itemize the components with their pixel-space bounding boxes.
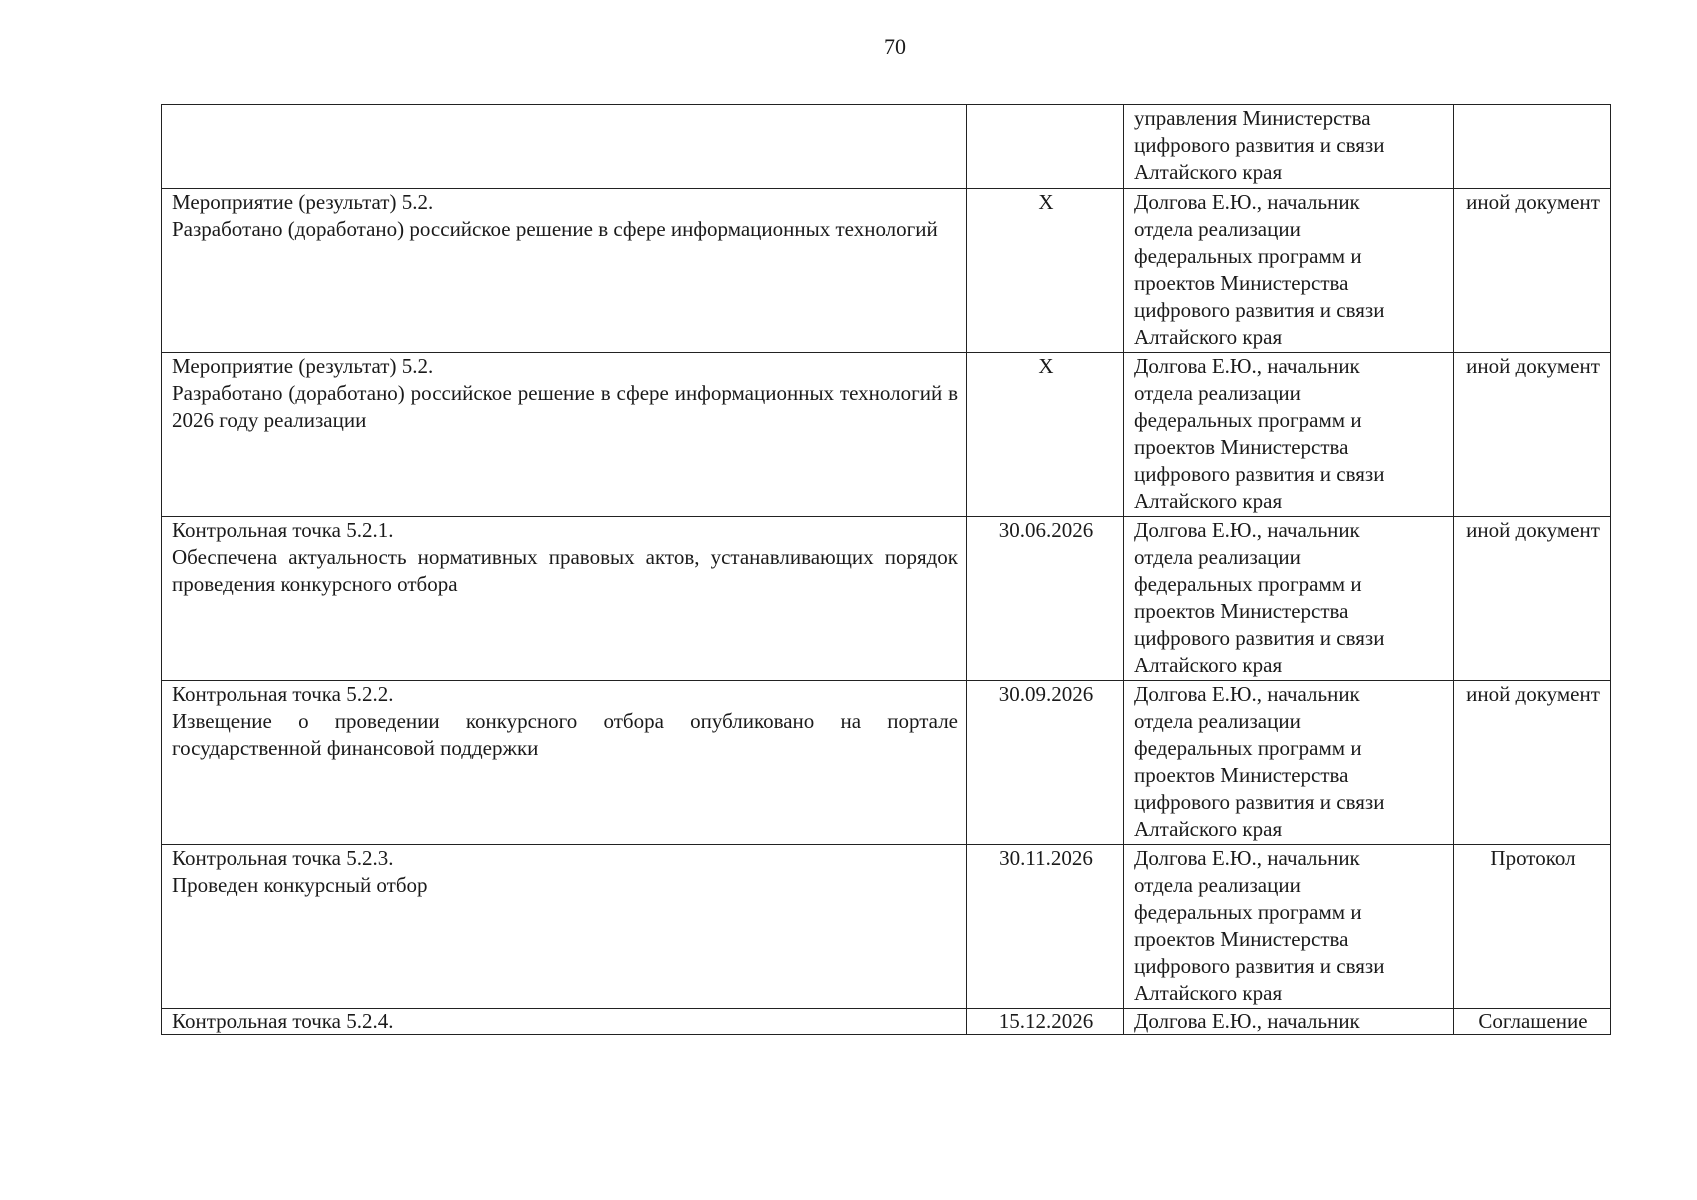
responsible-line: цифрового развития и связи: [1134, 626, 1385, 650]
date-cell: 30.09.2026: [967, 681, 1124, 845]
responsible-line: цифрового развития и связи: [1134, 298, 1385, 322]
plan-table: [161, 104, 1611, 1035]
responsible-line: Алтайского края: [1134, 653, 1283, 677]
responsible-cell: [1124, 105, 1454, 189]
responsible-line: федеральных программ и: [1134, 244, 1362, 268]
measure-description: Разработано (доработано) российское решение в сфере информационных технологий: [172, 217, 938, 241]
responsible-line: проектов Министерства: [1134, 927, 1349, 951]
document-cell: иной документ: [1454, 189, 1611, 353]
table-row: [162, 681, 1611, 845]
measure-description: Проведен конкурсный отбор: [172, 873, 428, 897]
measure-cell: [162, 681, 967, 845]
page-number: 70: [884, 34, 906, 59]
date-cell: 30.06.2026: [967, 517, 1124, 681]
responsible-line: цифрового развития и связи: [1134, 954, 1385, 978]
table-row: [162, 353, 1611, 517]
responsible-line: Алтайского края: [1134, 325, 1283, 349]
date-cell: 30.11.2026: [967, 845, 1124, 1009]
responsible-line: отдела реализации: [1134, 873, 1301, 897]
responsible-line: проектов Министерства: [1134, 599, 1349, 623]
responsible-line: проектов Министерства: [1134, 763, 1349, 787]
responsible-line: проектов Министерства: [1134, 435, 1349, 459]
responsible-line: проектов Министерства: [1134, 271, 1349, 295]
date-cell: X: [967, 189, 1124, 353]
measure-description: Обеспечена актуальность нормативных правовых актов, устанавливающих порядок проведения конкурсного отбора: [172, 545, 958, 596]
responsible-line: отдела реализации: [1134, 545, 1301, 569]
measure-cell: [162, 105, 967, 189]
responsible-cell: [1124, 1009, 1454, 1035]
responsible-line: Долгова Е.Ю., начальник: [1134, 190, 1360, 214]
responsible-line: федеральных программ и: [1134, 408, 1362, 432]
responsible-line: Долгова Е.Ю., начальник: [1134, 846, 1360, 870]
measure-description: Разработано (доработано) российское решение в сфере информационных технологий в 2026 году реализации: [172, 381, 958, 432]
measure-cell: [162, 353, 967, 517]
table-row: [162, 517, 1611, 681]
measure-title: Контрольная точка 5.2.2.: [172, 682, 394, 706]
responsible-cell: [1124, 845, 1454, 1009]
document-cell: иной документ: [1454, 517, 1611, 681]
measure-title: Контрольная точка 5.2.4.: [172, 1009, 394, 1033]
measure-cell: [162, 845, 967, 1009]
responsible-line: Алтайского края: [1134, 981, 1283, 1005]
document-cell: иной документ: [1454, 353, 1611, 517]
responsible-line: цифрового развития и связи: [1134, 133, 1385, 157]
responsible-line: федеральных программ и: [1134, 572, 1362, 596]
responsible-line: Алтайского края: [1134, 160, 1283, 184]
responsible-line: отдела реализации: [1134, 217, 1301, 241]
responsible-line: Долгова Е.Ю., начальник: [1134, 518, 1360, 542]
date-cell: [967, 105, 1124, 189]
document-cell: [1454, 105, 1611, 189]
measure-title: Контрольная точка 5.2.1.: [172, 518, 394, 542]
table-row: [162, 1009, 1611, 1035]
measure-title: Контрольная точка 5.2.3.: [172, 846, 394, 870]
responsible-line: Алтайского края: [1134, 817, 1283, 841]
document-cell: Протокол: [1454, 845, 1611, 1009]
responsible-line: управления Министерства: [1134, 106, 1371, 130]
responsible-line: федеральных программ и: [1134, 900, 1362, 924]
measure-title: Мероприятие (результат) 5.2.: [172, 190, 434, 214]
table-row: [162, 845, 1611, 1009]
responsible-line: Долгова Е.Ю., начальник: [1134, 682, 1360, 706]
date-cell: 15.12.2026: [967, 1009, 1124, 1035]
measure-cell: [162, 189, 967, 353]
responsible-line: Долгова Е.Ю., начальник: [1134, 1009, 1360, 1033]
responsible-line: цифрового развития и связи: [1134, 790, 1385, 814]
responsible-line: Алтайского края: [1134, 489, 1283, 513]
table-row: [162, 189, 1611, 353]
responsible-line: отдела реализации: [1134, 709, 1301, 733]
document-cell: Соглашение: [1454, 1009, 1611, 1035]
responsible-cell: [1124, 517, 1454, 681]
responsible-line: Долгова Е.Ю., начальник: [1134, 354, 1360, 378]
responsible-cell: [1124, 681, 1454, 845]
measure-description: Извещение о проведении конкурсного отбора опубликовано на портале государственной финансовой поддержки: [172, 709, 958, 760]
document-cell: иной документ: [1454, 681, 1611, 845]
responsible-line: отдела реализации: [1134, 381, 1301, 405]
measure-title: Мероприятие (результат) 5.2.: [172, 354, 434, 378]
responsible-line: цифрового развития и связи: [1134, 462, 1385, 486]
responsible-line: федеральных программ и: [1134, 736, 1362, 760]
table-row: [162, 105, 1611, 189]
measure-cell: [162, 517, 967, 681]
responsible-cell: [1124, 353, 1454, 517]
responsible-cell: [1124, 189, 1454, 353]
date-cell: X: [967, 353, 1124, 517]
measure-cell: [162, 1009, 967, 1035]
